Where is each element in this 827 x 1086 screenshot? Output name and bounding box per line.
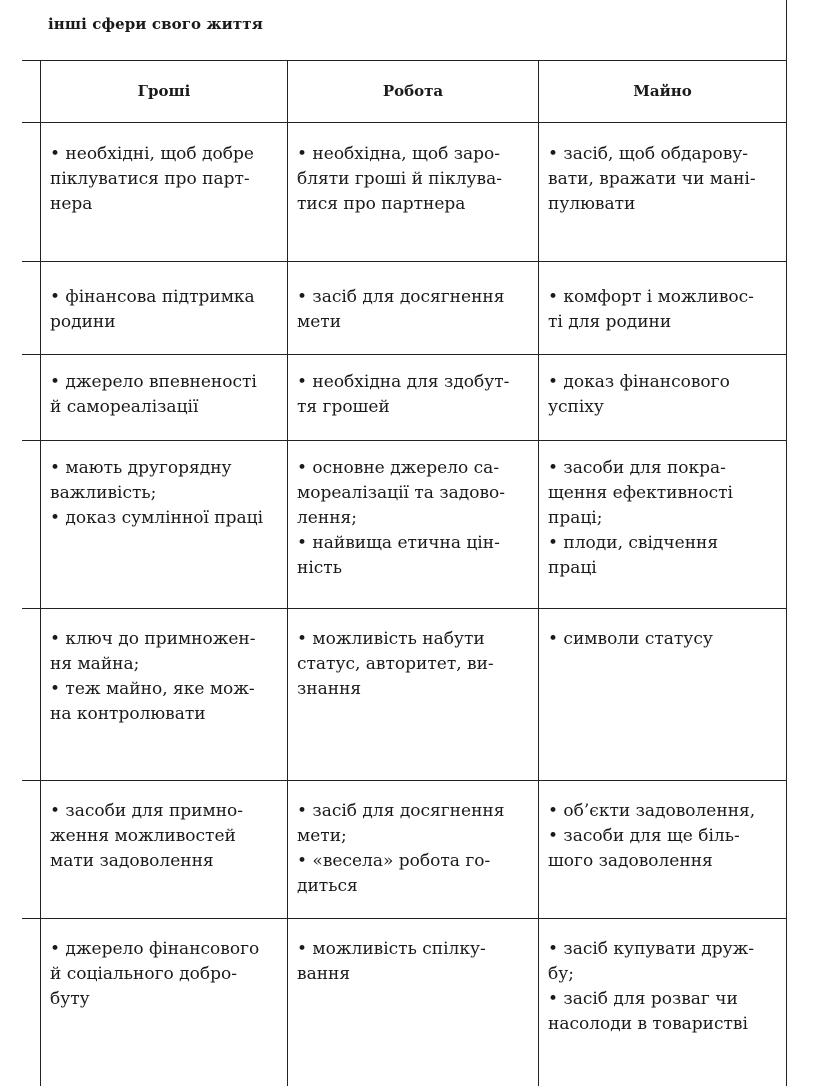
table-cell: • можливість спілку- вання — [297, 939, 486, 984]
table-cell: • доказ фінансового успіху — [548, 372, 730, 417]
row-divider — [22, 608, 787, 609]
row-divider — [22, 261, 787, 262]
table-cell: • об’єкти задоволення, • засоби для ще біль- шого задоволення — [548, 801, 756, 871]
table-cell: • джерело впевненості й самореалізації — [50, 372, 257, 417]
row-divider — [22, 440, 787, 441]
row-divider — [22, 780, 787, 781]
table-cell: • засіб купувати друж- бу; • засіб для розваг чи насолоди в товаристві — [548, 939, 754, 1034]
column-divider-2 — [538, 60, 539, 1086]
table-cell: • засіб для досягнення мети — [297, 287, 505, 332]
table-cell: • мають другорядну важливість; • доказ сумлінної праці — [50, 458, 264, 528]
table-border-right — [786, 0, 787, 1086]
table-cell: • необхідна, щоб зaро- бляти гроші й піклува- тися про партнера — [297, 144, 502, 214]
table-cell: • основне джерело са- мореалізації та задово- лення; • найвища етична цін- ність — [297, 458, 505, 578]
column-header-money: Гроші — [137, 82, 191, 100]
table-cell: • необхідні, щоб добре піклуватися про парт- нера — [50, 144, 254, 214]
table-cell: • джерело фінансового й соціального добро- буту — [50, 939, 260, 1009]
column-header-property: Майно — [633, 82, 692, 100]
table-cell: • ключ до примножен- ня майна; • теж майно, яке мож- на контролювати — [50, 629, 256, 724]
section-title: інші сфери свого життя — [48, 15, 263, 33]
table-cell: • символи статусу — [548, 629, 713, 649]
row-divider — [22, 918, 787, 919]
column-divider-1 — [287, 60, 288, 1086]
table-border-left — [40, 60, 41, 1086]
table-cell: • засіб, щоб обдарову- вати, вражати чи мані- пулювати — [548, 144, 756, 214]
table-cell: • можливість набути статус, авторитет, ви- знання — [297, 629, 494, 699]
table-cell: • необхідна для здобут- тя грошей — [297, 372, 510, 417]
column-header-work: Робота — [382, 82, 444, 100]
table-cell: • фінансова підтримка родини — [50, 287, 255, 332]
header-divider — [22, 122, 787, 123]
table-cell: • комфорт і можливос- ті для родини — [548, 287, 754, 332]
row-divider — [22, 354, 787, 355]
table-cell: • засоби для покра- щення ефективності праці; • плоди, свідчення праці — [548, 458, 733, 578]
table-cell: • засоби для примно- ження можливостей мати задоволення — [50, 801, 244, 871]
table-cell: • засіб для досягнення мети; • «весела» робота го- диться — [297, 801, 505, 896]
